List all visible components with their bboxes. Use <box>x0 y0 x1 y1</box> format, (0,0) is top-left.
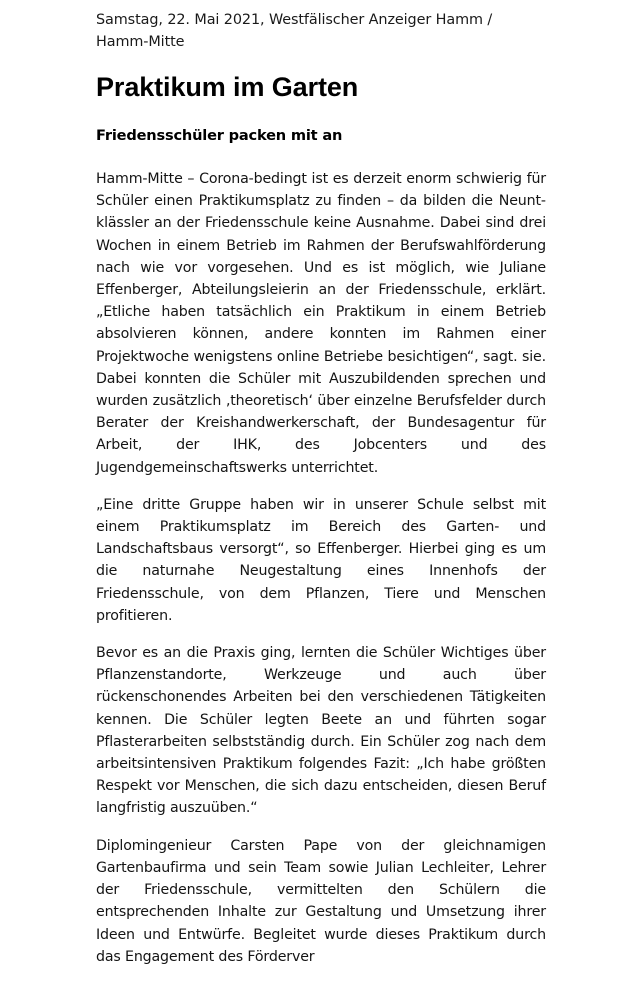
article <box>96 0 546 983</box>
body-paragraph-4: Diplomingenieur Carsten Pape von der gleichnamigen Gartenbaufirma und sein Team sowie Julian Lechleiter, Lehrer der Friedensschule, vermittelten den Schülern die entsprechenden Inhalte zur Gestaltung und Umsetzung ihrer Ideen und Entwürfe. Begleitet wurde dieses Praktikum durch das Engagement des Förderver <box>96 837 546 965</box>
article-headline: Praktikum im Garten <box>96 72 359 102</box>
article-body <box>96 168 546 968</box>
article-subheadline: Friedensschüler packen mit an <box>96 127 343 144</box>
body-paragraph-3: Bevor es an die Praxis ging, lernten die Schüler Wichtiges über Pflanzenstandorte, Werkzeuge und auch über rückenschonendes Arbeiten bei den verschiedenen Tätigkeiten kennen. Die Schüler legten Beete an und führten sogar Pflasterarbeiten selbstständig durch. Ein Schüler zog nach dem arbeitsintensiven Praktikum folgendes Fazit: „Ich habe größten Respekt vor Menschen, die sich dazu entscheiden, diesen Beruf langfristig auszuüben.“ <box>96 645 546 817</box>
body-paragraph-2: „Eine dritte Gruppe haben wir in unserer Schule selbst mit einem Praktikumsplatz im Bereich des Garten- und Landschaftsbaus versorgt“, so Effenberger. Hierbei ging es um die naturnahe Neugestaltung eines Innenhofs der Friedensschule, von dem Pflanzen, Tiere und Menschen profitieren. <box>96 496 546 624</box>
body-paragraph-1: Hamm-Mitte – Corona-bedingt ist es derzeit enorm schwierig für Schüler einen Praktikumsplatz zu finden – da bilden die Neuntklässler an der Friedensschule keine Ausnahme. Dabei sind drei Wochen in einem Betrieb im Rahmen der Berufswahlförderung nach wie vor vorgesehen. Und es ist möglich, wie Juliane Effenberger, Abteilungsleierin an der Friedensschule, erklärt. „Etliche haben tatsächlich ein Praktikum in einem Betrieb absolvieren können, andere konnten im Rahmen einer Projektwoche wenigstens online Betriebe besichtigen“, sagt. sie. Dabei konnten die Schüler mit Auszubildenden sprechen und wurden zusätzlich ‚theoretisch‘ über einzelne Berufsfelder durch Berater der Kreishandwerkerschaft, der Bundesagentur für Arbeit, der IHK, des Jobcenters und des Jugendgemeinschaftswerks unterrichtet. <box>96 171 546 476</box>
article-dateline: Samstag, 22. Mai 2021, Westfälischer Anzeiger Hamm / Hamm-Mitte <box>96 12 493 50</box>
